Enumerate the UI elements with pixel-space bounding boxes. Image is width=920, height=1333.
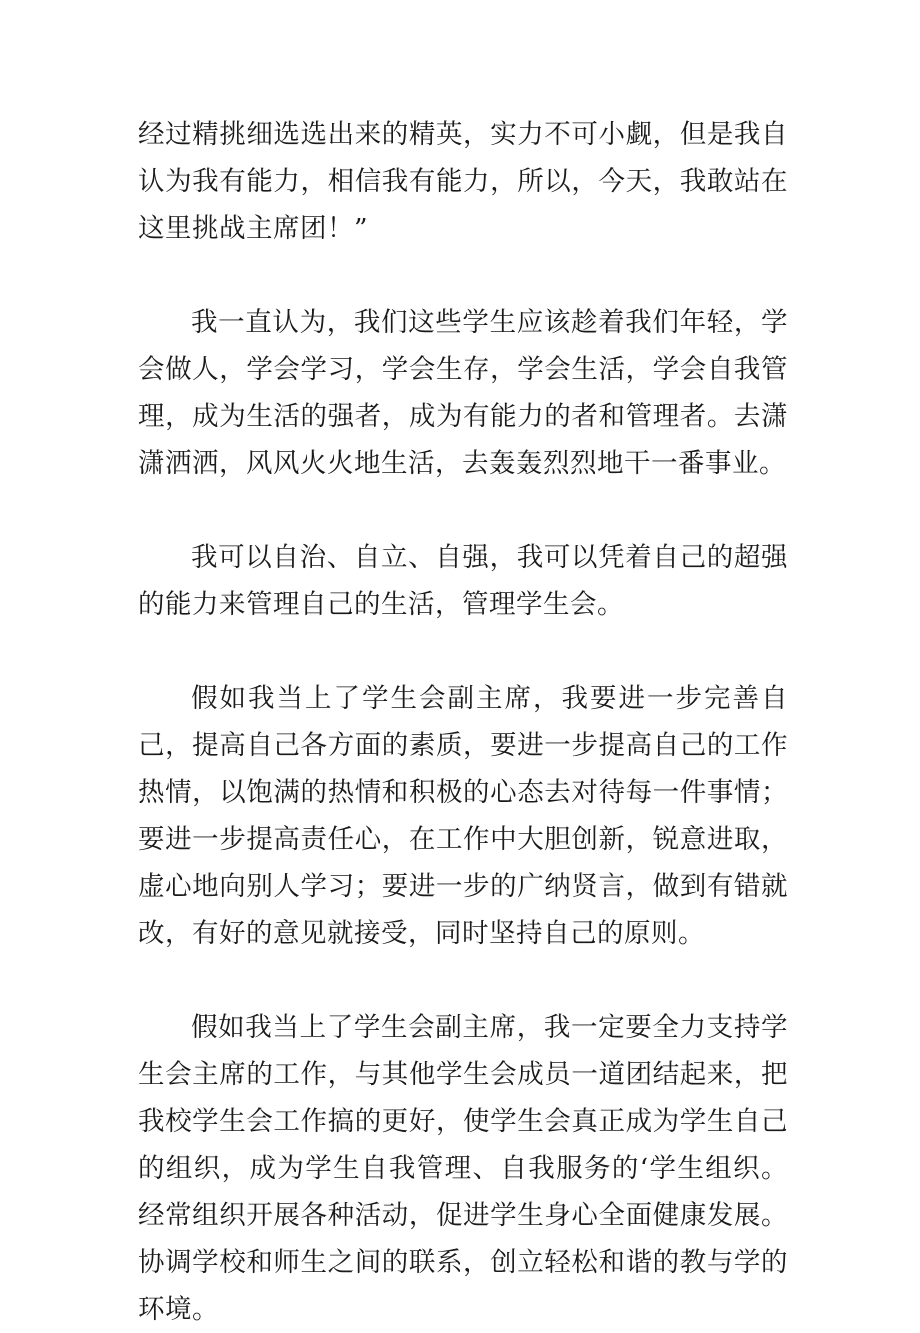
paragraph-1: 经过精挑细选选出来的精英，实力不可小觑，但是我自认为我有能力，相信我有能力，所以，今天，我敢站在这里挑战主席团！” bbox=[138, 119, 788, 244]
paragraph-4: 假如我当上了学生会副主席，我要进一步完善自己，提高自己各方面的素质，要进一步提高自己的工作热情，以饱满的热情和积极的心态去对待每一件事情；要进一步提高责任心，在工作中大胆创新，锐意进取，虚心地向别人学习；要进一步的广纳贤言，做到有错就改，有好的意见就接受，同时坚持自己的原则。 bbox=[138, 683, 788, 949]
document-body bbox=[138, 111, 788, 1333]
paragraph-5: 假如我当上了学生会副主席，我一定要全力支持学生会主席的工作，与其他学生会成员一道团结起来，把我校学生会工作搞的更好，使学生会真正成为学生自己的组织，成为学生自我管理、自我服务的‘学生组织。经常组织开展各种活动，促进学生身心全面健康发展。协调学校和师生之间的联系，创立轻松和谐的教与学的环境。 bbox=[138, 1012, 788, 1325]
paragraph-2: 我一直认为，我们这些学生应该趁着我们年轻，学会做人，学会学习，学会生存，学会生活，学会自我管理，成为生活的强者，成为有能力的者和管理者。去潇潇洒洒，风风火火地生活，去轰轰烈烈地干一番事业。 bbox=[138, 307, 788, 479]
paragraph-3: 我可以自治、自立、自强，我可以凭着自己的超强的能力来管理自己的生活，管理学生会。 bbox=[138, 542, 788, 620]
